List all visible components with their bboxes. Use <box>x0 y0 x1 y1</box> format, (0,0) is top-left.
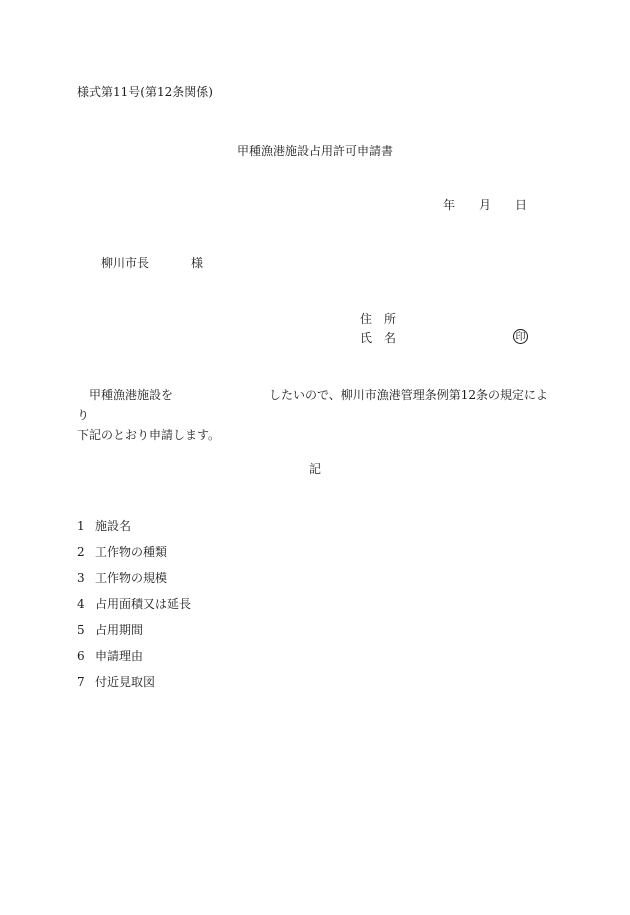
item-number: 4 <box>77 597 85 611</box>
date-line <box>443 197 527 213</box>
item-label: 付近見取図 <box>95 675 156 689</box>
list-item <box>77 622 143 638</box>
item-number: 3 <box>77 571 85 585</box>
form-number: 様式第11号(第12条関係) <box>77 85 213 99</box>
list-item <box>77 596 191 612</box>
list-item <box>77 544 167 560</box>
statement-part-2: したいので、柳川市漁港管理条例第12条の規定により <box>77 388 549 422</box>
list-item <box>77 648 143 664</box>
statement-part-3: 下記のとおり申請します。 <box>77 428 221 442</box>
name-label-char-2: 名 <box>384 331 397 345</box>
name-label-char-1: 氏 <box>360 331 373 345</box>
addressee-honorific: 様 <box>191 256 204 270</box>
item-number: 2 <box>77 545 85 559</box>
item-label: 占用期間 <box>95 623 144 637</box>
item-label: 工作物の種類 <box>95 545 168 559</box>
date-day: 日 <box>515 198 528 212</box>
item-number: 1 <box>77 519 85 533</box>
document-title: 甲種漁港施設占用許可申請書 <box>236 144 393 158</box>
date-year: 年 <box>443 198 456 212</box>
statement-part-1: 甲種漁港施設を <box>89 388 174 402</box>
date-month: 月 <box>479 198 492 212</box>
applicant-name-label <box>360 330 396 346</box>
item-label: 占用面積又は延長 <box>95 597 192 611</box>
item-label: 申請理由 <box>95 649 144 663</box>
application-statement <box>77 385 557 445</box>
seal-mark: 印 <box>513 329 528 344</box>
ki-heading: 記 <box>308 462 321 476</box>
item-number: 7 <box>77 675 85 689</box>
item-label: 工作物の規模 <box>95 571 168 585</box>
item-number: 6 <box>77 649 85 663</box>
address-label-char-2: 所 <box>384 312 397 326</box>
address-label-char-1: 住 <box>360 312 373 326</box>
list-item <box>77 674 155 690</box>
applicant-address-label <box>360 311 396 327</box>
addressee <box>101 255 203 271</box>
item-number: 5 <box>77 623 85 637</box>
item-label: 施設名 <box>95 519 132 533</box>
list-item <box>77 570 167 586</box>
list-item <box>77 518 131 534</box>
addressee-name: 柳川市長 <box>101 256 150 270</box>
